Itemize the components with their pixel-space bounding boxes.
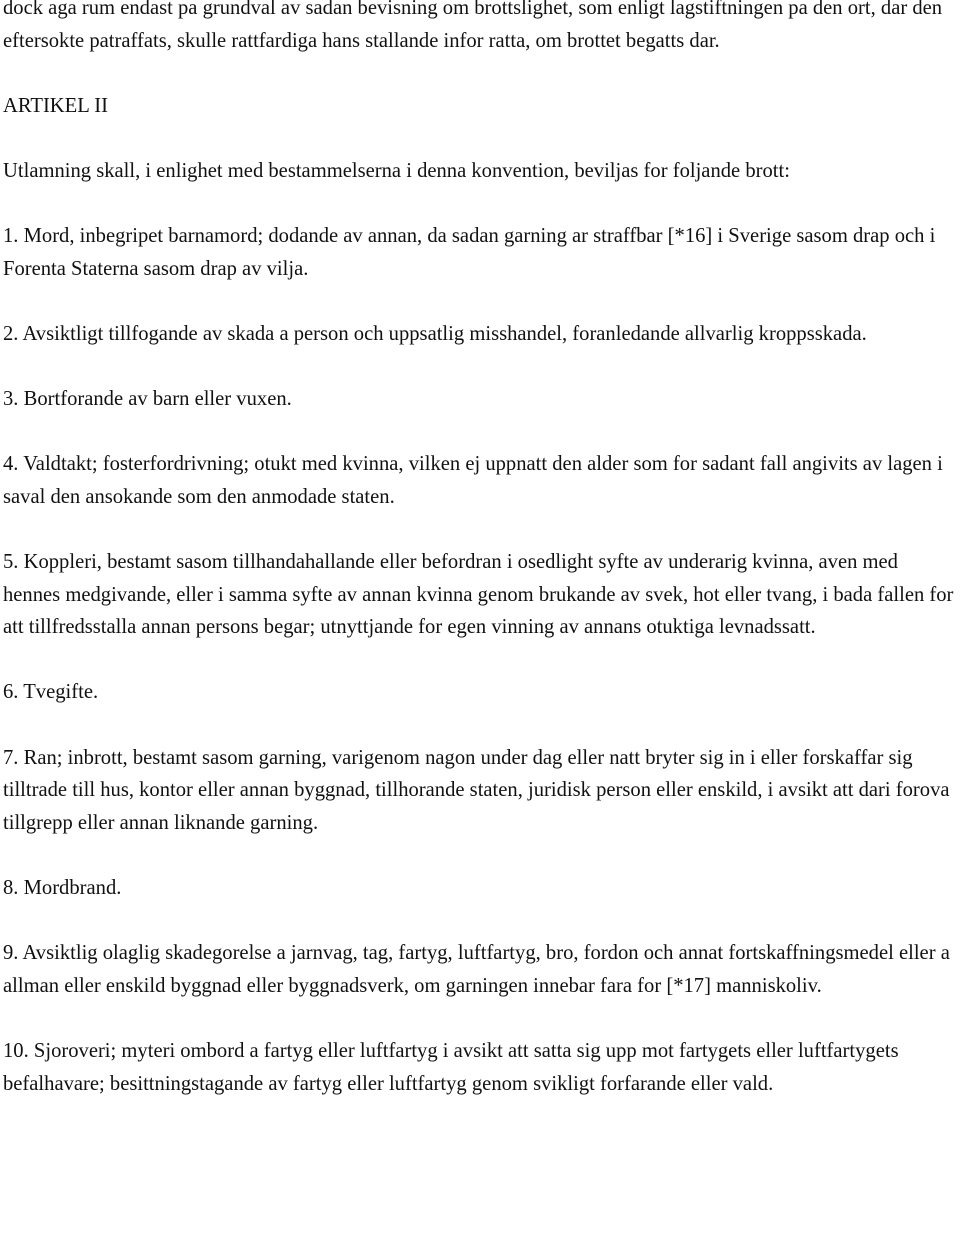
- lead-paragraph: Utlamning skall, i enlighet med bestammelserna i denna konvention, beviljas for foljande brott:: [3, 159, 790, 182]
- intro-paragraph: dock aga rum endast pa grundval av sadan bevisning om brottslighet, som enligt lagstiftningen pa den ort, dar den eftersokte patraffats, skulle rattfardiga hans stallande infor ratta, om brottet begatts dar.: [3, 0, 943, 52]
- list-item-2: 2. Avsiktligt tillfogande av skada a person och uppsatlig misshandel, foranledande allvarlig kroppsskada.: [3, 322, 867, 345]
- list-item-5: 5. Koppleri, bestamt sasom tillhandahallande eller befordran i osedlight syfte av underarig kvinna, aven med hennes medgivande, eller i samma syfte av annan kvinna genom brukande av svek, hot eller tvang, i bada fallen for att tillfredsstalla annan persons begar; utnyttjande for egen vinning av annans otuktiga levnadssatt.: [3, 551, 954, 639]
- document-page: [3, 0, 957, 1100]
- list-item-4: 4. Valdtakt; fosterfordrivning; otukt med kvinna, vilken ej uppnatt den alder som for sadant fall angivits av lagen i saval den ansokande som den anmodade staten.: [3, 453, 943, 508]
- list-item-6: 6. Tvegifte.: [3, 681, 99, 704]
- list-item-3: 3. Bortforande av barn eller vuxen.: [3, 388, 292, 411]
- list-item-10: 10. Sjoroveri; myteri ombord a fartyg eller luftfartyg i avsikt att satta sig upp mot fartygets eller luftfartygets befalhavare; besittningstagande av fartyg eller luftfartyg genom svikligt forfarande eller vald.: [3, 1040, 899, 1095]
- article-heading: ARTIKEL II: [3, 94, 108, 117]
- list-item-8: 8. Mordbrand.: [3, 877, 122, 900]
- list-item-1: 1. Mord, inbegripet barnamord; dodande av annan, da sadan garning ar straffbar [*16] i Sverige sasom drap och i Forenta Staterna sasom drap av vilja.: [3, 225, 936, 280]
- list-item-9: 9. Avsiktlig olaglig skadegorelse a jarnvag, tag, fartyg, luftfartyg, bro, fordon och annat fortskaffningsmedel eller a allman eller enskild byggnad eller byggnadsverk, om garningen innebar fara for [*17] manniskoliv.: [3, 942, 950, 997]
- list-item-7: 7. Ran; inbrott, bestamt sasom garning, varigenom nagon under dag eller natt bryter sig in i eller forskaffar sig tilltrade till hus, kontor eller annan byggnad, tillhorande staten, juridisk person eller enskild, i avsikt att dari forova tillgrepp eller annan liknande garning.: [3, 746, 950, 834]
